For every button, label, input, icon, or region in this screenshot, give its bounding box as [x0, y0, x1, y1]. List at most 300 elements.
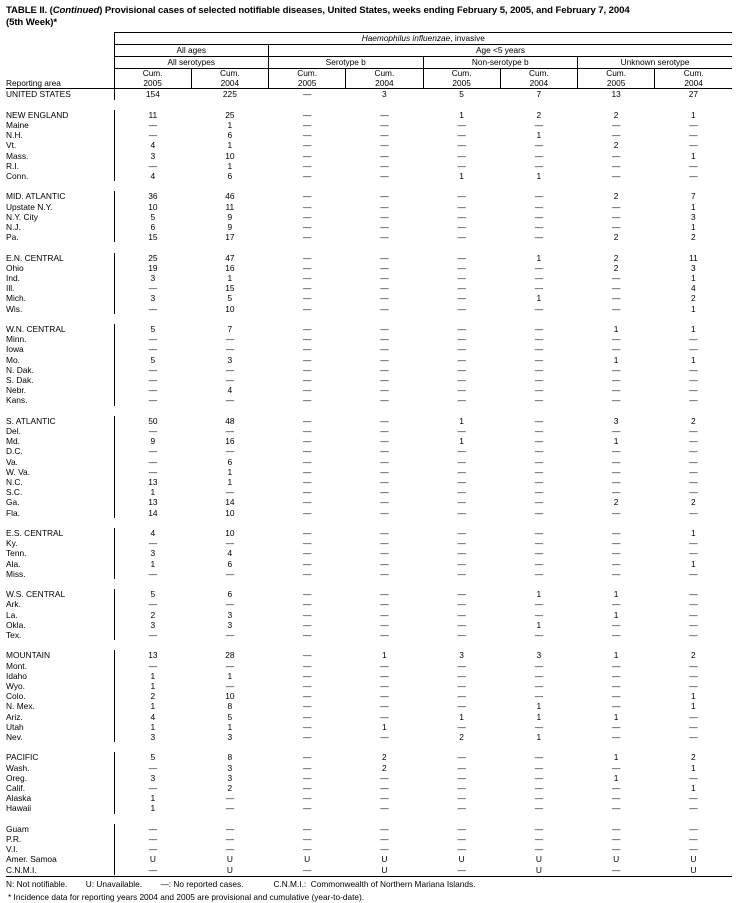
value-cell: — [114, 304, 191, 314]
value-cell: — [380, 619, 389, 630]
value-cell: — [225, 793, 235, 804]
value-cell: — [534, 283, 544, 294]
reporting-area-cell: P.R. [6, 834, 22, 845]
value-cell: — [689, 721, 698, 732]
header-all-serotypes: All serotypes [114, 57, 269, 69]
value-cell: — [302, 364, 312, 375]
table-row [6, 344, 732, 354]
table-row [6, 497, 732, 507]
value-cell: 1 [536, 711, 542, 722]
value-cell: — [689, 436, 698, 447]
value-cell: — [611, 130, 621, 141]
value-cell: 1 [382, 721, 387, 732]
value-cell: — [302, 119, 312, 130]
value-cell: — [114, 446, 191, 456]
value-cell: — [611, 272, 621, 283]
table-row-spacer [6, 314, 732, 324]
value-cell: 1 [613, 323, 619, 334]
value-cell: 2 [691, 497, 696, 508]
table-row [6, 732, 732, 742]
value-cell: 8 [227, 752, 233, 763]
value-cell: — [534, 140, 544, 151]
value-cell: — [114, 661, 191, 671]
reporting-area-cell: Va. [6, 456, 18, 467]
value-cell: 4 [691, 283, 696, 294]
value-cell: — [380, 344, 389, 355]
value-cell: — [611, 375, 621, 385]
value-cell: — [534, 375, 544, 385]
value-cell: — [611, 834, 621, 845]
value-cell: 4 [114, 712, 191, 722]
value-cell: — [534, 160, 544, 171]
value-cell: 3 [227, 619, 233, 630]
value-cell: — [457, 232, 466, 243]
value-cell: — [689, 548, 698, 559]
value-cell: 4 [114, 140, 191, 150]
value-cell: 1 [613, 772, 619, 783]
value-cell: — [534, 528, 544, 539]
value-cell: 1 [227, 670, 233, 681]
value-cell: — [689, 385, 698, 396]
reporting-area-cell: Ala. [6, 558, 21, 569]
value-cell: 1 [536, 589, 542, 600]
value-cell: — [302, 701, 312, 712]
value-cell: — [380, 170, 389, 181]
value-cell: — [611, 477, 621, 488]
value-cell: — [380, 558, 389, 569]
value-cell: — [302, 589, 312, 600]
table-row [6, 610, 732, 620]
value-cell: — [380, 823, 389, 834]
value-cell: — [611, 456, 621, 467]
reporting-area-cell: Mo. [6, 354, 20, 365]
reporting-area-cell: Ark. [6, 599, 21, 610]
header-all-serotypes-2005 [114, 69, 191, 89]
table-row [6, 130, 732, 140]
value-cell: — [611, 803, 621, 814]
reporting-area-cell: W. Va. [6, 466, 31, 477]
header-spacer-2 [6, 45, 114, 57]
value-cell: — [457, 130, 466, 141]
value-cell: — [302, 528, 312, 539]
value-cell: — [114, 344, 191, 354]
value-cell: 2 [691, 293, 696, 304]
table-row [6, 569, 732, 579]
value-cell: 3 [114, 732, 191, 742]
value-cell: 13 [114, 650, 191, 660]
value-cell: 5 [459, 89, 464, 100]
value-cell: — [302, 762, 312, 773]
reporting-area-cell: Oreg. [6, 772, 27, 783]
value-cell: — [114, 130, 191, 140]
value-cell: 1 [114, 722, 191, 732]
table-row [6, 161, 732, 171]
value-cell: 1 [691, 221, 696, 232]
value-cell: — [611, 150, 621, 161]
table-row [6, 824, 732, 834]
value-cell: — [611, 364, 621, 375]
value-cell: — [534, 446, 544, 457]
value-cell: — [457, 558, 466, 569]
value-cell: — [689, 395, 698, 406]
value-cell: — [302, 548, 312, 559]
value-cell: — [689, 456, 698, 467]
value-cell: — [457, 660, 466, 671]
value-cell: — [457, 823, 466, 834]
value-cell: 6 [227, 456, 233, 467]
value-cell: — [534, 436, 544, 447]
value-cell: — [534, 752, 544, 763]
value-cell: — [380, 538, 389, 549]
header-serotype-b-2004 [346, 69, 423, 89]
value-cell: — [611, 221, 621, 232]
value-cell: — [380, 395, 389, 406]
value-cell: 1 [536, 170, 542, 181]
value-cell: 1 [227, 272, 233, 283]
value-cell: — [457, 752, 466, 763]
value-cell: — [302, 303, 312, 314]
value-cell: — [689, 599, 698, 610]
table-row [6, 681, 732, 691]
value-cell: U [535, 854, 542, 865]
value-cell: — [225, 375, 235, 385]
reporting-area-cell: N.J. [6, 221, 21, 232]
value-cell: — [225, 344, 235, 355]
value-cell: 5 [114, 752, 191, 762]
value-cell: 1 [691, 762, 696, 773]
value-cell: 15 [114, 232, 191, 242]
value-cell: — [380, 711, 389, 722]
reporting-area-cell: Tenn. [6, 548, 27, 559]
value-cell: — [380, 772, 389, 783]
reporting-area-cell: Conn. [6, 170, 29, 181]
header-all-ages: All ages [114, 45, 269, 57]
value-cell: 1 [114, 487, 191, 497]
value-cell: U [535, 864, 542, 875]
value-cell: — [689, 630, 698, 641]
value-cell: 13 [114, 477, 191, 487]
year-label: 2004 [684, 77, 703, 88]
value-cell: — [534, 721, 544, 732]
value-cell: — [380, 201, 389, 212]
value-cell: — [302, 803, 312, 814]
table-row [6, 793, 732, 803]
table-row [6, 293, 732, 303]
spacer-cell [6, 742, 732, 752]
value-cell: 5 [114, 589, 191, 599]
table-row [6, 487, 732, 497]
table-row [6, 273, 732, 283]
title-suffix: ) Provisional cases of selected notifiable diseases, United States, weeks ending February 5, 2005, and February 7, 2004 [99, 5, 630, 16]
value-cell: — [457, 721, 466, 732]
value-cell: — [689, 487, 698, 498]
value-cell: — [457, 375, 466, 385]
title-prefix: TABLE II. ( [6, 5, 53, 16]
value-cell: — [534, 426, 544, 436]
value-cell: — [302, 793, 312, 804]
year-label: 2005 [452, 77, 471, 88]
value-cell: — [534, 119, 544, 130]
value-cell: — [457, 283, 466, 294]
value-cell: — [534, 232, 544, 243]
value-cell: 4 [227, 385, 233, 396]
value-cell: 11 [225, 201, 235, 212]
value-cell: 3 [691, 211, 696, 222]
value-cell: — [611, 568, 621, 579]
value-cell: — [457, 619, 466, 630]
value-cell: — [689, 609, 698, 620]
reporting-area-cell: N.Y. City [6, 211, 38, 222]
value-cell: 1 [536, 130, 542, 141]
value-cell: — [457, 681, 466, 692]
value-cell: 5 [114, 212, 191, 222]
value-cell: 25 [225, 109, 235, 120]
value-cell: — [302, 385, 312, 396]
value-cell: — [380, 660, 389, 671]
reporting-area-cell: La. [6, 609, 18, 620]
reporting-area-cell: R.I. [6, 160, 20, 171]
value-cell: U [304, 854, 311, 865]
value-cell: — [302, 568, 312, 579]
spacer-cell [6, 242, 732, 252]
value-cell: 2 [613, 140, 619, 151]
value-cell: 14 [225, 497, 235, 508]
value-cell: — [457, 364, 466, 375]
value-cell: 3 [691, 262, 696, 273]
value-cell: — [380, 272, 389, 283]
value-cell: 3 [114, 293, 191, 303]
value-cell: — [380, 599, 389, 610]
value-cell: 10 [225, 691, 235, 702]
value-cell: — [689, 568, 698, 579]
table-row [6, 232, 732, 242]
cum-label: Cum. [606, 68, 627, 79]
value-cell: 3 [227, 354, 233, 365]
value-cell: — [302, 283, 312, 294]
value-cell: — [114, 824, 191, 834]
value-cell: — [689, 160, 698, 171]
value-cell: — [457, 221, 466, 232]
table-row [6, 538, 732, 548]
reporting-area-cell: Minn. [6, 334, 27, 345]
value-cell: 3 [227, 732, 233, 743]
value-cell: — [380, 670, 389, 681]
value-cell: 1 [691, 701, 696, 712]
value-cell: 9 [227, 221, 233, 232]
value-cell: — [689, 446, 698, 457]
value-cell: — [302, 477, 312, 488]
table-row [6, 763, 732, 773]
value-cell: 48 [225, 415, 235, 426]
footnote-incidence: * Incidence data for reporting years 2004 and 2005 are provisional and cumulative (year-to-date). [8, 892, 365, 903]
reporting-area-cell: D.C. [6, 446, 23, 457]
table-row [6, 120, 732, 130]
table-row [6, 324, 732, 334]
value-cell: — [534, 538, 544, 549]
value-cell: — [457, 140, 466, 151]
value-cell: — [302, 538, 312, 549]
value-cell: — [114, 630, 191, 640]
value-cell: — [534, 334, 544, 345]
table-row-spacer [6, 242, 732, 252]
value-cell: 3 [459, 650, 464, 661]
value-cell: 1 [227, 140, 233, 151]
value-cell: 1 [227, 477, 233, 488]
value-cell: — [689, 170, 698, 181]
value-cell: — [534, 507, 544, 518]
value-cell: — [302, 344, 312, 355]
value-cell: — [457, 191, 466, 202]
value-cell: 1 [613, 711, 619, 722]
value-cell: — [302, 630, 312, 641]
spacer-cell [6, 314, 732, 324]
value-cell: — [302, 436, 312, 447]
value-cell: — [380, 323, 389, 334]
value-cell: 3 [227, 772, 233, 783]
table-row [6, 171, 732, 181]
table-row [6, 436, 732, 446]
value-cell: — [380, 681, 389, 692]
value-cell: 2 [536, 109, 542, 120]
reporting-area-cell: Ill. [6, 283, 15, 294]
value-cell: — [457, 803, 466, 814]
value-cell: 50 [114, 416, 191, 426]
value-cell: — [114, 395, 191, 405]
value-cell: 1 [613, 752, 619, 763]
value-cell: 11 [689, 252, 698, 263]
year-label: 2005 [297, 77, 317, 88]
value-cell: 15 [225, 283, 235, 294]
table-row [6, 661, 732, 671]
table-row-spacer [6, 518, 732, 528]
reporting-area-cell: C.N.M.I. [6, 864, 37, 875]
value-cell: — [380, 456, 389, 467]
value-cell: — [611, 119, 621, 130]
value-cell: — [457, 303, 466, 314]
value-cell: — [302, 191, 312, 202]
value-cell: — [380, 426, 389, 436]
value-cell: — [611, 793, 621, 804]
value-cell: 154 [114, 89, 191, 100]
value-cell: — [534, 834, 544, 845]
table-row [6, 89, 732, 100]
table-row [6, 528, 732, 538]
value-cell: 8 [227, 701, 233, 712]
table-row [6, 253, 732, 263]
table-row [6, 457, 732, 467]
notifiable-diseases-table [6, 32, 732, 875]
table-row [6, 151, 732, 161]
value-cell: 1 [114, 559, 191, 569]
value-cell: — [611, 334, 621, 345]
reporting-area-cell: Upstate N.Y. [6, 201, 53, 212]
year-label: 2004 [220, 77, 240, 88]
table-row [6, 722, 732, 732]
header-non-serotype-b-2005 [423, 69, 500, 89]
reporting-area-cell: Wyo. [6, 681, 26, 692]
value-cell: — [225, 660, 235, 671]
value-cell: — [534, 660, 544, 671]
year-label: 2004 [375, 77, 394, 88]
value-cell: — [457, 446, 466, 457]
table-row [6, 365, 732, 375]
value-cell: — [534, 344, 544, 355]
value-cell: — [302, 150, 312, 161]
table-row [6, 110, 732, 120]
value-cell: 10 [225, 150, 235, 161]
value-cell: — [534, 211, 544, 222]
value-cell: — [689, 507, 698, 518]
header-unknown-serotype: Unknown serotype [578, 57, 733, 69]
value-cell: — [689, 844, 698, 855]
value-cell: — [534, 201, 544, 212]
reporting-area-cell: Amer. Samoa [6, 854, 57, 865]
value-cell: — [611, 528, 621, 539]
value-cell: — [611, 507, 621, 518]
value-cell: — [534, 456, 544, 467]
value-cell: 2 [613, 232, 619, 243]
reporting-area-cell: Ohio [6, 262, 24, 273]
value-cell: 1 [114, 681, 191, 691]
value-cell: — [457, 568, 466, 579]
value-cell: — [114, 457, 191, 467]
table-row [6, 508, 732, 518]
value-cell: — [302, 426, 312, 436]
value-cell: 10 [225, 303, 235, 314]
value-cell: — [225, 487, 235, 498]
value-cell: — [534, 262, 544, 273]
value-cell: — [611, 558, 621, 569]
reporting-area-cell: N.H. [6, 130, 23, 141]
value-cell: — [689, 364, 698, 375]
value-cell: — [611, 211, 621, 222]
value-cell: — [114, 334, 191, 344]
value-cell: — [611, 303, 621, 314]
value-cell: — [380, 283, 389, 294]
value-cell: 28 [225, 650, 235, 661]
value-cell: — [611, 487, 621, 498]
value-cell: — [380, 783, 389, 794]
value-cell: — [457, 691, 466, 702]
value-cell: — [534, 681, 544, 692]
table-row-spacer [6, 640, 732, 650]
value-cell: — [611, 385, 621, 396]
value-cell: U [381, 864, 388, 875]
value-cell: — [611, 446, 621, 457]
value-cell: — [380, 548, 389, 559]
value-cell: — [380, 701, 389, 712]
value-cell: — [689, 466, 698, 477]
value-cell: — [534, 803, 544, 814]
value-cell: U [690, 854, 697, 865]
value-cell: 16 [225, 436, 235, 447]
value-cell: — [611, 599, 621, 610]
value-cell: 1 [227, 160, 233, 171]
value-cell: — [534, 272, 544, 283]
value-cell: — [380, 191, 389, 202]
reporting-area-cell: N.C. [6, 477, 23, 488]
value-cell: — [380, 364, 389, 375]
value-cell: — [534, 364, 544, 375]
reporting-area-cell: E.N. CENTRAL [6, 252, 64, 263]
value-cell: 1 [691, 558, 696, 569]
value-cell: 2 [227, 783, 233, 794]
header-age-under-5: Age <5 years [269, 45, 733, 57]
value-cell: 6 [227, 589, 233, 600]
value-cell: — [611, 344, 621, 355]
value-cell: — [611, 395, 621, 406]
header-row-cum [6, 69, 732, 89]
